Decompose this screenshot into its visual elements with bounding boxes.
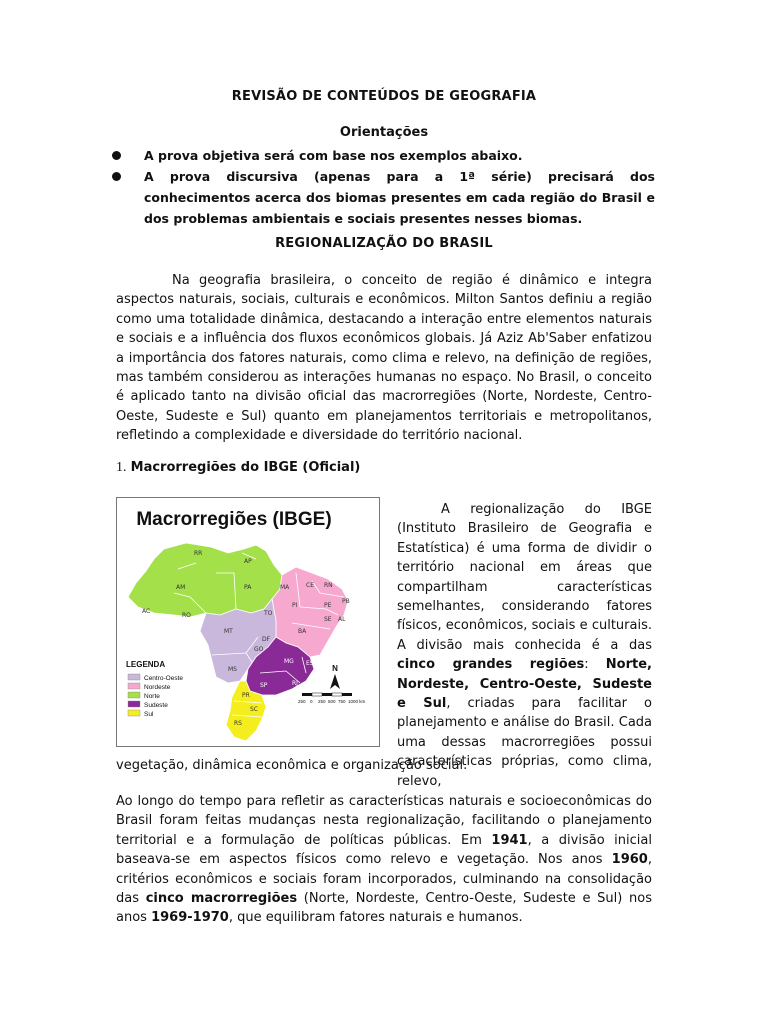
- state-label: RR: [194, 550, 203, 557]
- legend-swatch: [128, 692, 140, 698]
- north-label: N: [332, 664, 338, 673]
- state-label: GO: [254, 646, 264, 653]
- scale-label: 0: [310, 699, 313, 704]
- state-label: MG: [284, 658, 294, 665]
- state-label: RS: [234, 720, 242, 727]
- state-label: AC: [142, 608, 151, 615]
- state-label: RJ: [292, 680, 298, 687]
- ibge-description: A regionalização do IBGE (Instituto Brasileiro de Geografia e Estatística) é uma forma de dividir o território nacional em áreas que compartilham características semelhantes, considerando fatores físicos, econômicos, sociais e culturais. A divisão mais conhecida é a das cinco grandes regiões: Norte, Nordeste, Centro-Oeste, Sudeste e Sul, criadas para facilitar o planejamento e análise do Brasil. Cada uma dessas macrorregiões possui características próprias, como clima, relevo,: [397, 502, 653, 789]
- subsection-label: Macrorregiões do IBGE (Oficial): [130, 460, 361, 475]
- intro-paragraph: Na geografia brasileira, o conceito de região é dinâmico e integra aspectos naturais, sociais, culturais e econômicos. Milton Santos definiu a região como uma totalidade dinâmica, destacando a interação entre elementos naturais e sociais e a influência dos fluxos econômicos globais. Já Aziz Ab'Saber enfatizou a importância dos fatores naturais, como clima e relevo, na definição de regiões, mas também considerou as interações humanas no espaço. No Brasil, o conceito é aplicado tanto na divisão oficial das macrorregiões (Norte, Nordeste, Centro-Oeste, Sudeste e Sul) quanto em planejamentos territoriais e metropolitanos, refletindo a complexidade e diversidade do território nacional.: [116, 273, 652, 444]
- state-label: BA: [298, 628, 307, 635]
- subsection-number: 1.: [116, 460, 127, 475]
- scale-label: 250: [298, 699, 306, 704]
- brazil-regions-map: [116, 497, 380, 747]
- legend-label: Sul: [144, 711, 154, 718]
- state-label: PR: [242, 692, 250, 699]
- legend-label: Sudeste: [144, 702, 168, 709]
- state-label: SP: [260, 682, 268, 689]
- state-label: MA: [280, 584, 290, 591]
- ibge-description-continuation: vegetação, dinâmica econômica e organização social.: [116, 758, 468, 773]
- document-title: REVISÃO DE CONTEÚDOS DE GEOGRAFIA: [231, 89, 537, 104]
- bullet-icon: [112, 151, 121, 160]
- state-label: MS: [228, 666, 237, 673]
- map-title: Macrorregiões (IBGE): [136, 509, 332, 530]
- orientations-title: Orientações: [339, 125, 429, 140]
- state-label: SE: [324, 616, 332, 623]
- state-label: PA: [244, 584, 252, 591]
- scale-label: 500: [328, 699, 336, 704]
- subsection-heading: [116, 460, 360, 476]
- legend-swatch: [128, 710, 140, 716]
- legend-swatch: [128, 701, 140, 707]
- state-label: SC: [250, 706, 258, 713]
- legend-swatch: [128, 683, 140, 689]
- state-label: RN: [324, 582, 333, 589]
- state-label: CE: [306, 582, 314, 589]
- legend-swatch: [128, 674, 140, 680]
- legend-label: Norte: [144, 693, 160, 700]
- history-paragraph: Ao longo do tempo para refletir as características naturais e socioeconômicas do Brasil foram feitas mudanças nesta regionalização, facilitando o planejamento territorial e a formulação de políticas públicas. Em 1941, a divisão inicial baseava-se em aspectos físicos como relevo e vegetação. Nos anos 1960, critérios econômicos e sociais foram incorporados, culminando na consolidação das cinco macrorregiões (Norte, Nordeste, Centro-Oeste, Sudeste e Sul) nos anos 1969-1970, que equilibram fatores naturais e humanos.: [116, 794, 652, 926]
- state-label: AM: [176, 584, 186, 591]
- scale-label: 1000 km: [348, 699, 366, 704]
- state-label: PE: [324, 602, 332, 609]
- state-label: PI: [292, 602, 298, 609]
- state-label: TO: [264, 610, 273, 617]
- state-label: MT: [224, 628, 233, 635]
- state-label: ES: [306, 660, 314, 667]
- section-title: REGIONALIZAÇÃO DO BRASIL: [275, 236, 493, 251]
- state-label: DF: [262, 636, 271, 643]
- legend-title: LEGENDA: [126, 660, 166, 669]
- legend-label: Centro-Oeste: [144, 675, 184, 682]
- list-item: A prova discursiva (apenas para a 1ª série) precisará dos conhecimentos acerca dos biomas presentes em cada região do Brasil e dos problemas ambientais e sociais presentes nesses biomas.: [110, 166, 655, 229]
- list-item: A prova objetiva será com base nos exemplos abaixo.: [110, 145, 655, 166]
- bullet-icon: [112, 172, 121, 181]
- orientations-list: [110, 145, 655, 229]
- scale-label: 250: [318, 699, 326, 704]
- state-label: AL: [338, 616, 346, 623]
- state-label: RO: [182, 612, 191, 619]
- state-label: AP: [244, 558, 252, 565]
- scale-label: 750: [338, 699, 346, 704]
- state-label: PB: [342, 598, 350, 605]
- legend-label: Nordeste: [144, 684, 171, 691]
